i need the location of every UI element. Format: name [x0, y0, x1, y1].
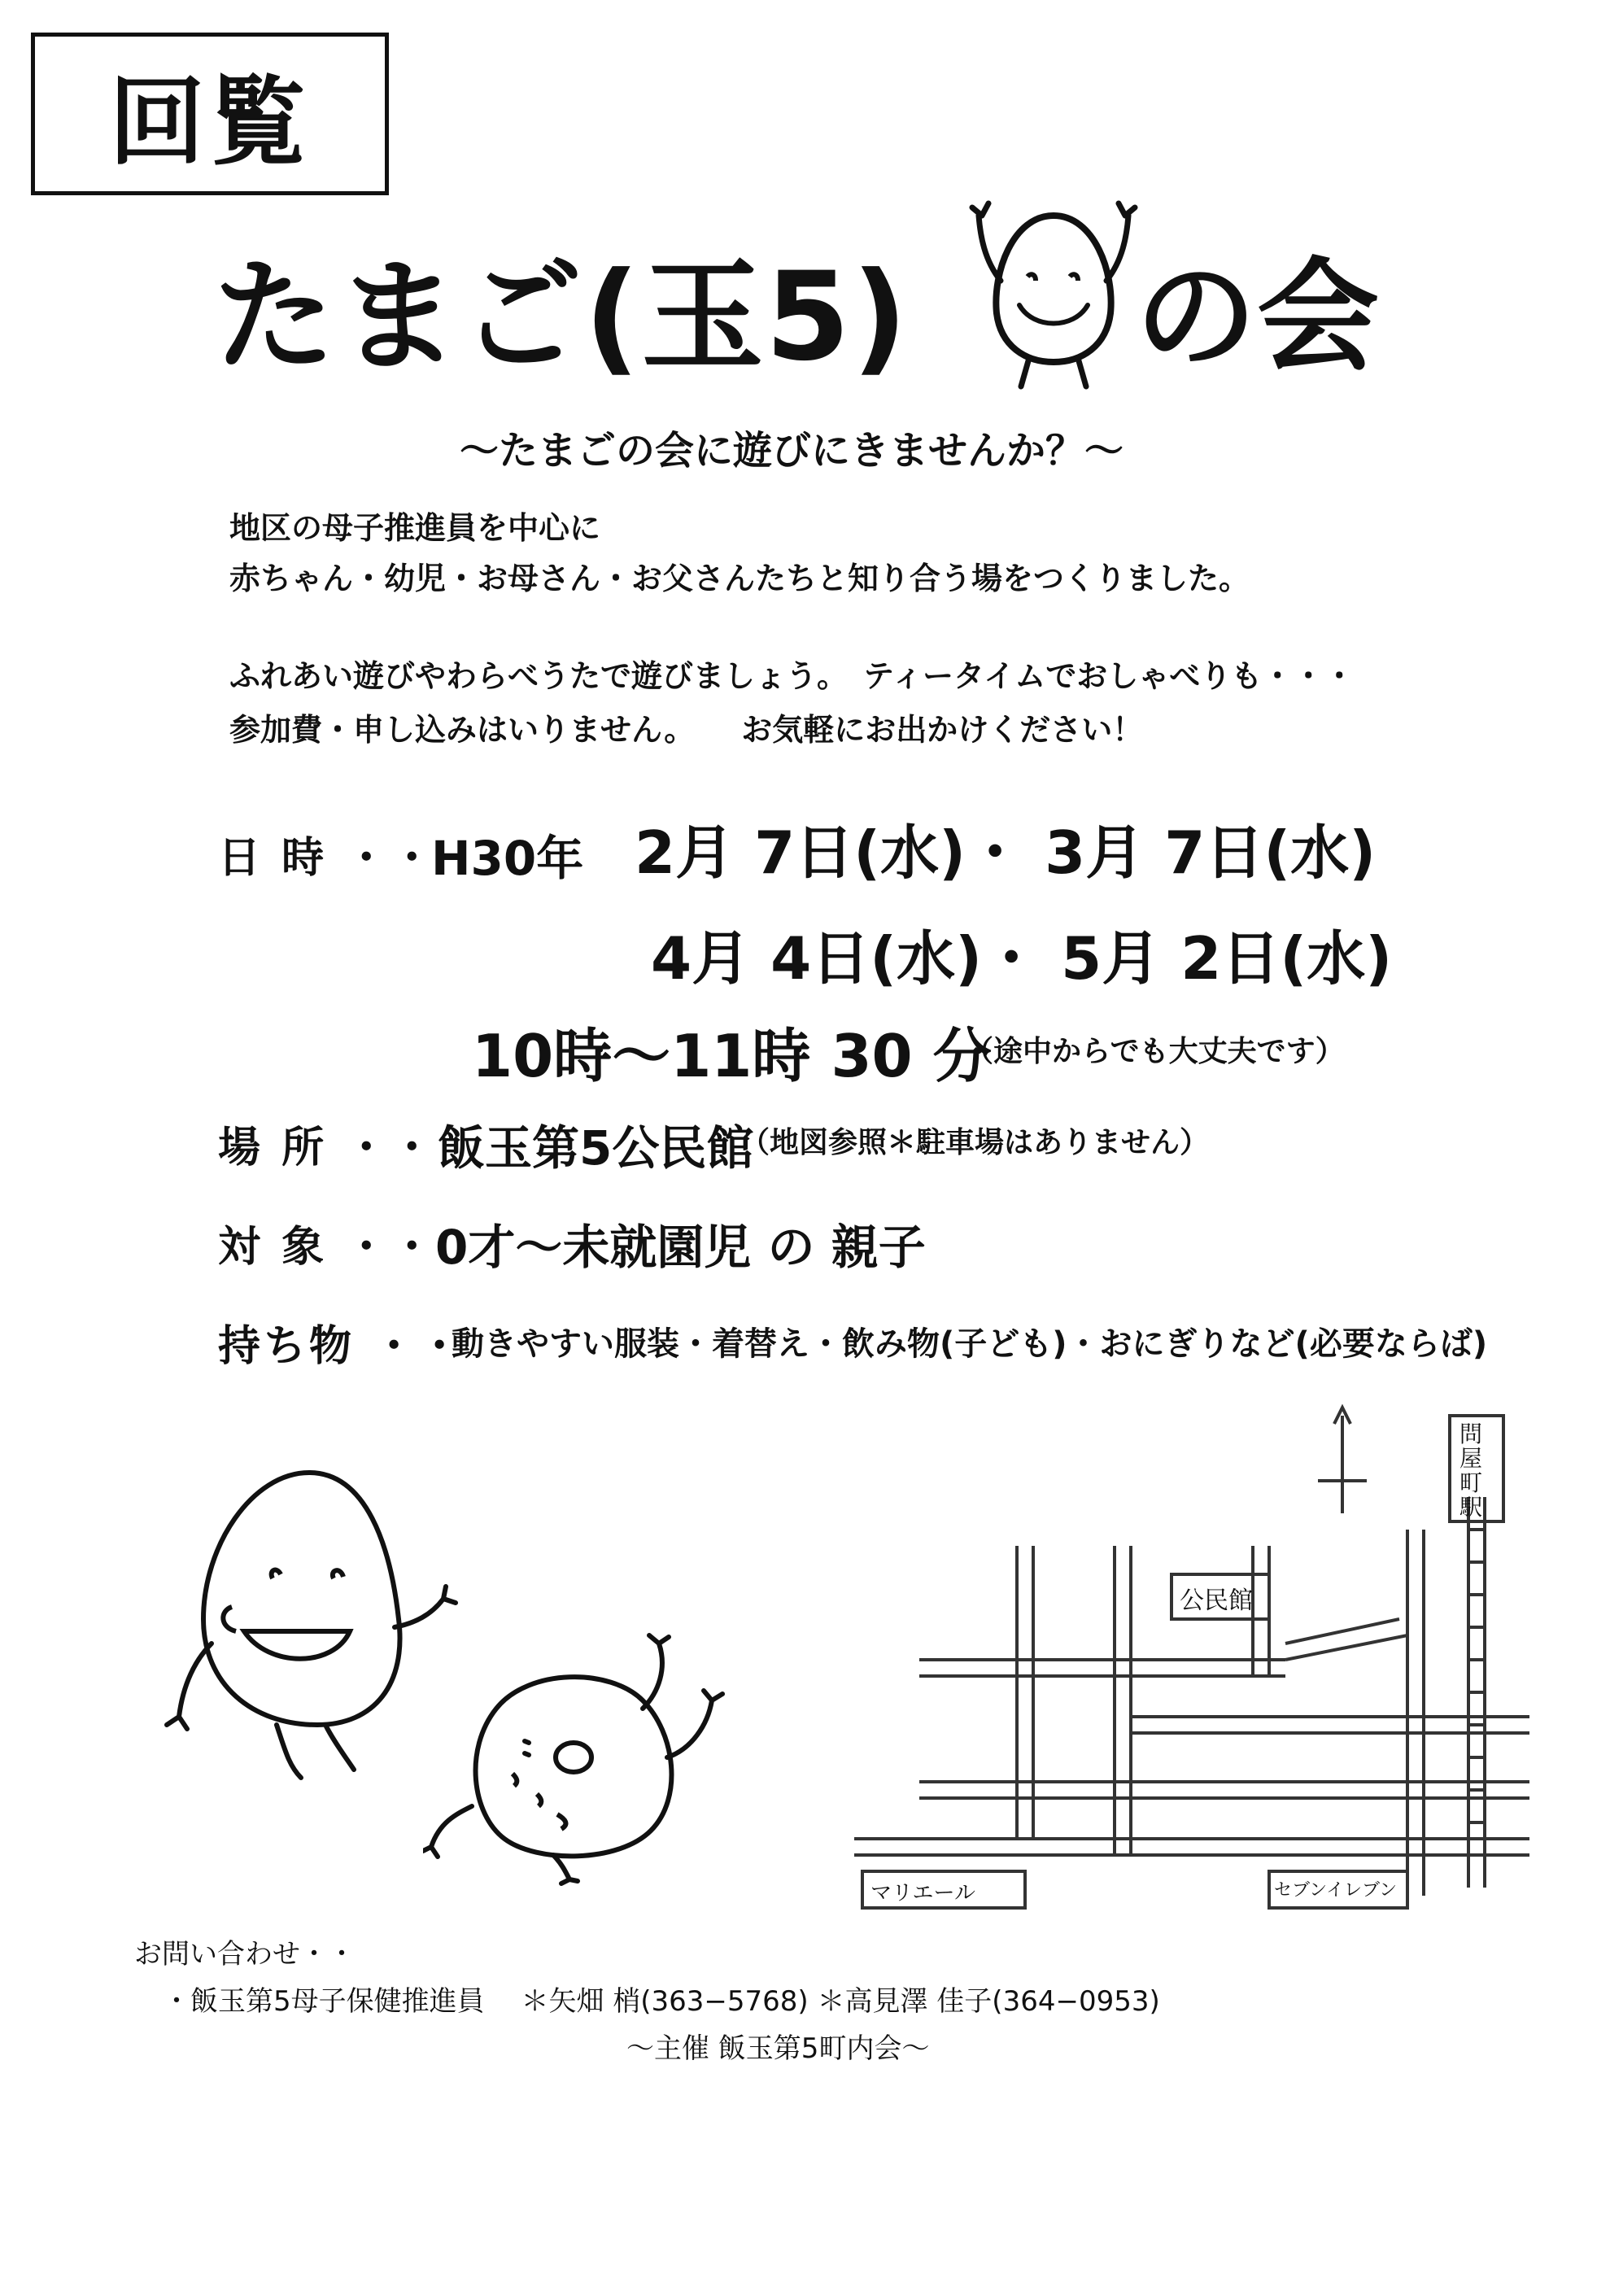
intro-line-1: 地区の母子推進員を中心に — [229, 510, 601, 546]
circular-stamp — [31, 33, 389, 195]
map-store-right-label: セブンイレブン — [1274, 1880, 1398, 1901]
intro-line-2: 赤ちゃん・幼児・お母さん・お父さんたちと知り合う場をつくりました。 — [229, 561, 1250, 596]
subtitle: 〜たまごの会に遊びにきませんか？〜 — [460, 428, 1124, 474]
event-title: たまご(玉5) — [213, 247, 910, 388]
time: 10時〜11時 30 分 — [472, 1022, 992, 1090]
items: 動きやすい服装・着替え・飲み物(子ども)・おにぎりなど(必要ならば) — [452, 1325, 1488, 1363]
map-community-hall-label: 公民館 — [1180, 1587, 1253, 1615]
time-note: （途中からでも大丈夫です） — [964, 1035, 1345, 1068]
access-map — [846, 1399, 1562, 1912]
egg-character-dancing-icon — [423, 1619, 748, 1888]
intro-line-3: ふれあい遊びやわらべうたで遊びましょう。 ティータイムでおしゃべりも・・・ — [229, 658, 1355, 694]
organizer: 〜主催 飯玉第5町内会〜 — [626, 2032, 930, 2065]
contact-line: ・飯玉第5母子保健推進員 ＊矢畑 梢(363−5768) ＊高見澤 佳子(364−0953) — [163, 1985, 1160, 2018]
contact-heading: お問い合わせ・・ — [134, 1938, 356, 1971]
dates-row-1: 2月 7日(水)・ 3月 7日(水) — [635, 818, 1377, 887]
dates-row-2: 4月 4日(水)・ 5月 2日(水) — [651, 924, 1393, 993]
place-label: 場 所 ・・ — [218, 1124, 437, 1172]
place: 飯玉第5公民館 — [438, 1120, 754, 1176]
event-title-suffix: の会 — [1135, 247, 1380, 388]
year: H30年 — [431, 831, 584, 886]
items-label: 持ち物 ・・ — [218, 1322, 465, 1371]
circular-stamp-text: 回覧 — [108, 66, 311, 178]
intro-line-4: 参加費・申し込みはいりません。 お気軽にお出かけください！ — [229, 712, 1144, 748]
place-note: （地図参照＊駐車場はありません） — [740, 1126, 1210, 1159]
map-station-label: 問屋町駅 — [1459, 1421, 1483, 1521]
date-label: 日 時 ・・ — [218, 834, 437, 883]
target: 0才〜未就園児 の 親子 — [435, 1220, 926, 1275]
map-store-left-label: マリエール — [870, 1881, 975, 1905]
egg-mascot-title-icon — [964, 183, 1143, 395]
target-label: 対 象 ・・ — [218, 1223, 437, 1272]
